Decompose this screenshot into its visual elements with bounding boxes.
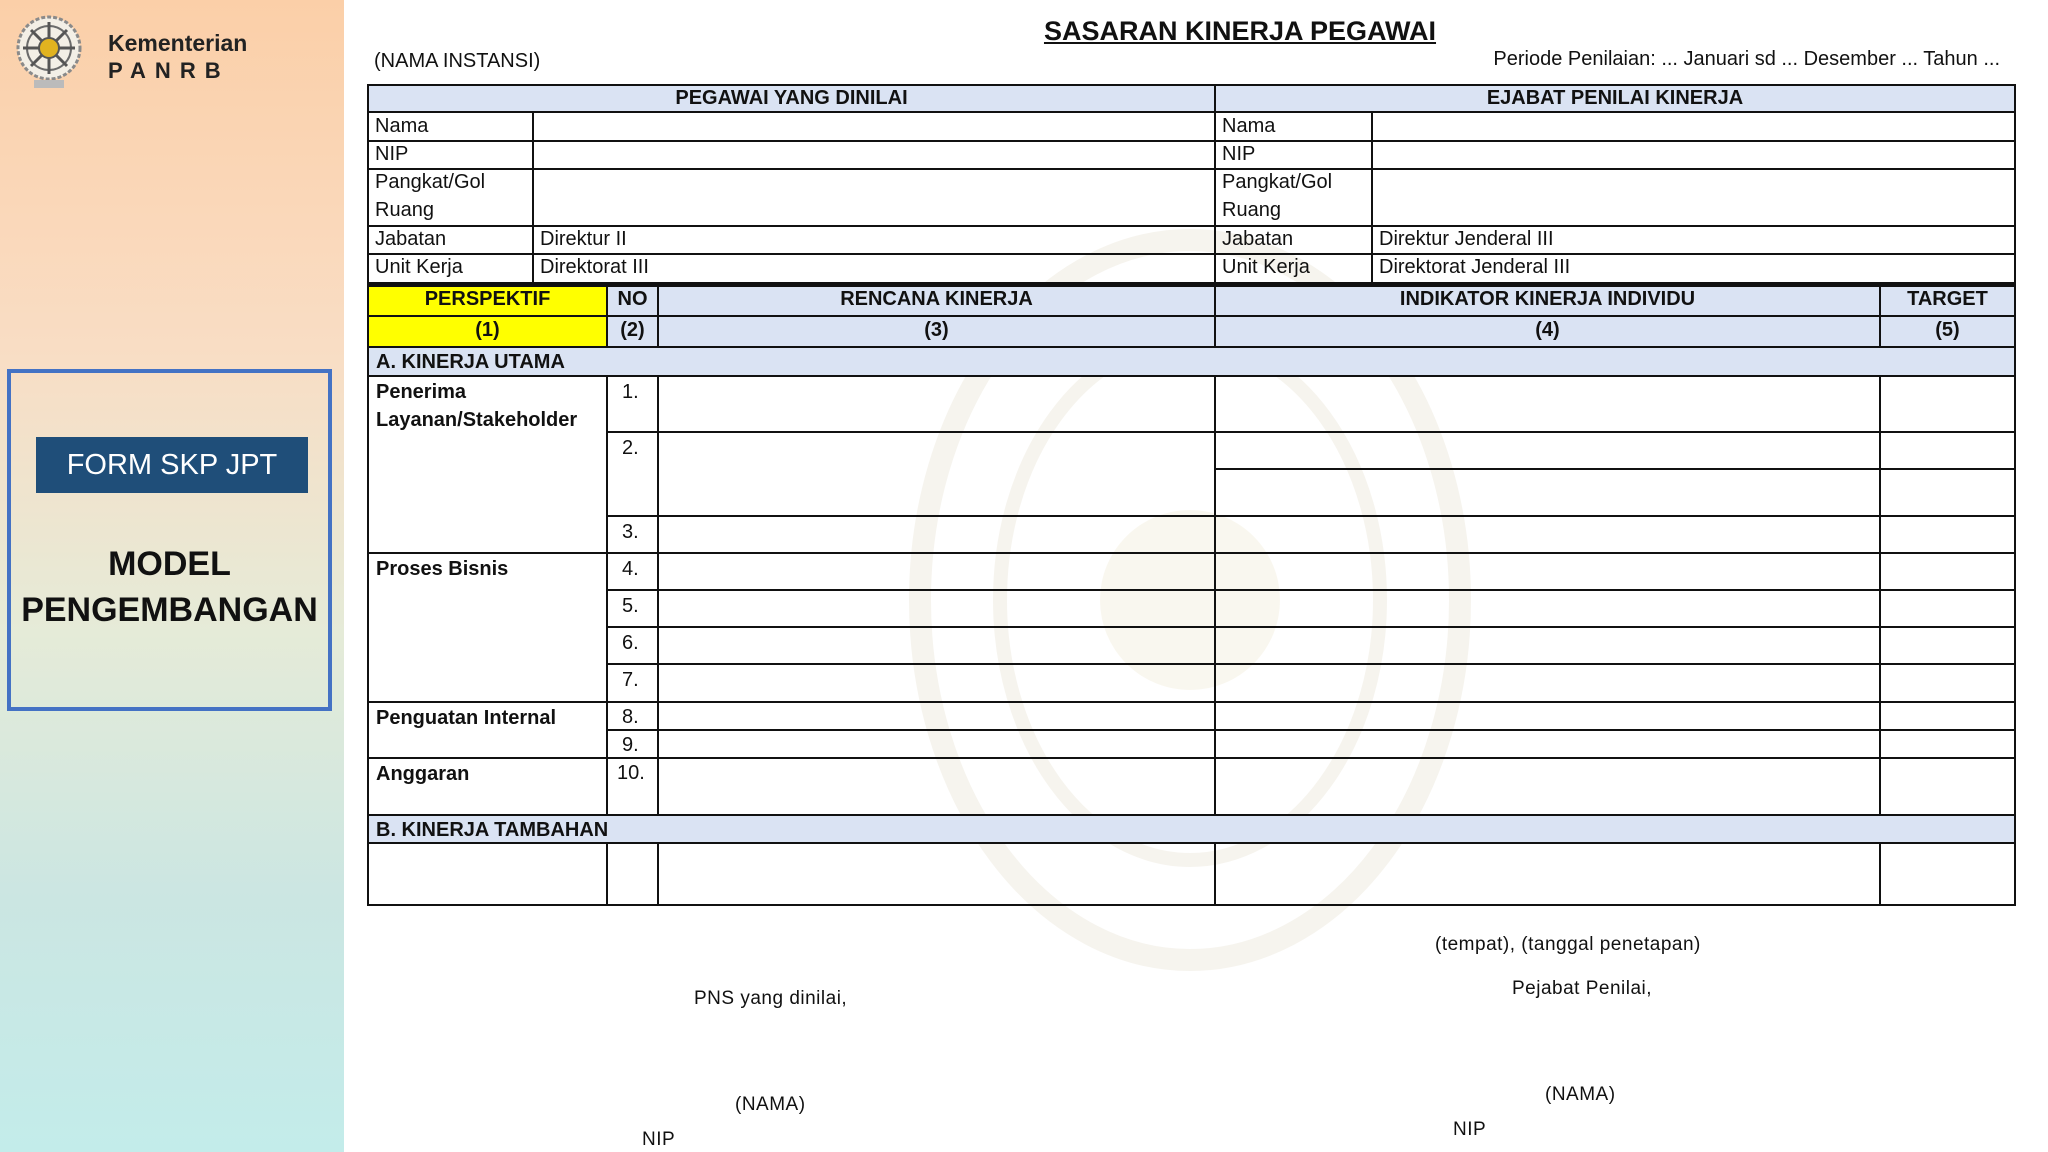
left-unit-label: Unit Kerja bbox=[375, 256, 463, 278]
right-signer-nip: NIP bbox=[1453, 1119, 1487, 1140]
model-line-2: PENGEMBANGAN bbox=[21, 591, 318, 629]
header-indikator: INDIKATOR KINERJA INDIVIDU bbox=[1399, 288, 1696, 310]
pns-dinilai-label: PNS yang dinilai, bbox=[694, 988, 848, 1009]
right-unit-value: Direktorat Jenderal III bbox=[1379, 256, 1571, 278]
brand-line-1: Kementerian bbox=[108, 30, 248, 56]
row-number: 9. bbox=[622, 734, 639, 756]
perspective-1-line-1: Penerima bbox=[376, 381, 467, 403]
left-jabatan-label: Jabatan bbox=[375, 228, 447, 250]
header-number-1: (1) bbox=[475, 319, 500, 341]
row-number: 6. bbox=[622, 632, 639, 654]
right-jabatan-label: Jabatan bbox=[1222, 228, 1294, 250]
right-pangkat-label-2: Ruang bbox=[1222, 199, 1281, 221]
row-number: 3. bbox=[622, 521, 639, 543]
perspective-proses-bisnis: Proses Bisnis bbox=[376, 558, 509, 580]
header-rencana-kinerja: RENCANA KINERJA bbox=[840, 288, 1033, 310]
section-kinerja-utama: A. KINERJA UTAMA bbox=[376, 351, 565, 373]
periode-label: Periode Penilaian: ... Januari sd ... Desember ... Tahun ... bbox=[1493, 48, 2000, 70]
pejabat-penilai-label: Pejabat Penilai, bbox=[1512, 978, 1653, 999]
header-number-4: (4) bbox=[1535, 319, 1560, 341]
row-number: 5. bbox=[622, 595, 639, 617]
perspective-anggaran: Anggaran bbox=[376, 763, 470, 785]
instansi-label: (NAMA INSTANSI) bbox=[374, 50, 541, 72]
header-target: TARGET bbox=[1907, 288, 1988, 310]
model-line-1: MODEL bbox=[108, 545, 231, 583]
row-number: 7. bbox=[622, 669, 639, 691]
header-no: NO bbox=[617, 288, 648, 310]
header-number-3: (3) bbox=[924, 319, 949, 341]
row-number: 4. bbox=[622, 558, 639, 580]
row-number: 10. bbox=[617, 762, 645, 784]
left-nama-label: Nama bbox=[375, 115, 429, 137]
left-nip-label: NIP bbox=[375, 143, 409, 165]
left-jabatan-value: Direktur II bbox=[540, 228, 627, 250]
header-number-5: (5) bbox=[1935, 319, 1960, 341]
right-nip-label: NIP bbox=[1222, 143, 1256, 165]
row-number: 1. bbox=[622, 381, 639, 403]
form-type-badge: FORM SKP JPT bbox=[36, 437, 308, 493]
row-number: 2. bbox=[622, 437, 639, 459]
perspective-1-line-2: Layanan/Stakeholder bbox=[376, 409, 578, 431]
right-unit-label: Unit Kerja bbox=[1222, 256, 1310, 278]
left-pangkat-label-1: Pangkat/Gol bbox=[375, 171, 486, 193]
section-kinerja-tambahan: B. KINERJA TAMBAHAN bbox=[376, 819, 609, 841]
left-signer-nip: NIP bbox=[642, 1129, 676, 1150]
row-number: 8. bbox=[622, 706, 639, 728]
place-date-label: (tempat), (tanggal penetapan) bbox=[1435, 934, 1701, 955]
perspective-penerima-layanan bbox=[376, 378, 577, 434]
pejabat-penilai-header: EJABAT PENILAI KINERJA bbox=[1486, 87, 1744, 109]
right-jabatan-value: Direktur Jenderal III bbox=[1379, 228, 1554, 250]
header-number-2: (2) bbox=[620, 319, 645, 341]
left-pangkat-label-2: Ruang bbox=[375, 199, 434, 221]
brand-line-2: PANRB bbox=[108, 58, 230, 83]
perspective-penguatan-internal: Penguatan Internal bbox=[376, 707, 557, 729]
left-signer-name: (NAMA) bbox=[735, 1094, 806, 1115]
left-unit-value: Direktorat III bbox=[540, 256, 649, 278]
header-perspektif: PERSPEKTIF bbox=[424, 288, 551, 310]
right-signer-name: (NAMA) bbox=[1545, 1084, 1616, 1105]
pegawai-dinilai-header: PEGAWAI YANG DINILAI bbox=[675, 87, 908, 109]
right-pangkat-label-1: Pangkat/Gol bbox=[1222, 171, 1333, 193]
right-nama-label: Nama bbox=[1222, 115, 1276, 137]
document-title: SASARAN KINERJA PEGAWAI bbox=[1043, 16, 1437, 46]
